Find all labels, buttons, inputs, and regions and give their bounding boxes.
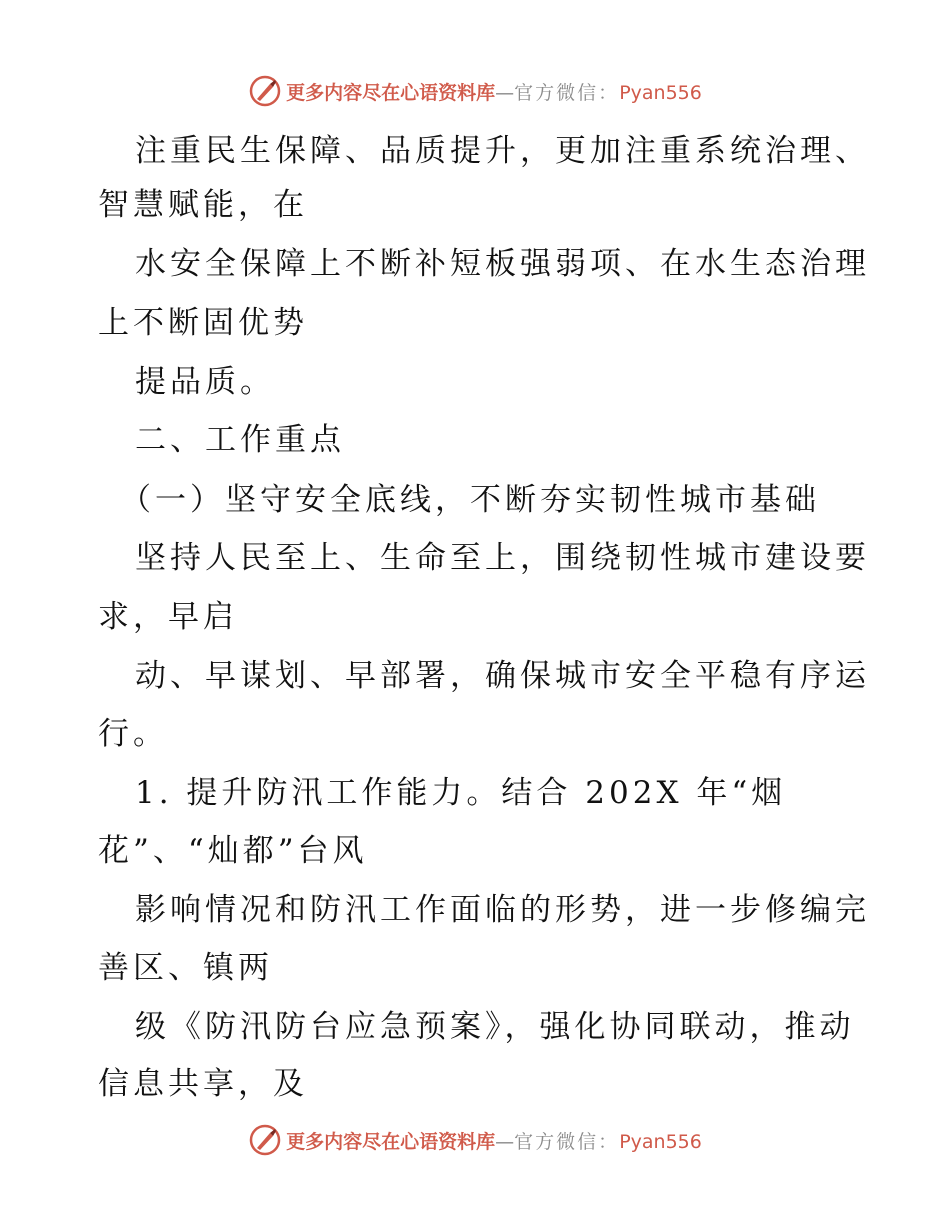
paragraph-line: 影响情况和防汛工作面临的形势，进一步修编完	[135, 892, 870, 928]
subsection-heading: （一）坚守安全底线，不断夯实韧性城市基础	[120, 482, 820, 518]
section-heading: 二、工作重点	[135, 422, 345, 458]
paragraph-line: 1. 提升防汛工作能力。结合 202X 年“烟	[135, 775, 787, 811]
watermark-dash: —	[495, 81, 515, 104]
paragraph-line: 级《防汛防台应急预案》，强化协同联动，推动	[135, 1009, 855, 1045]
watermark-handle: Pyan556	[619, 81, 702, 104]
paragraph-line: 上不断固优势	[98, 305, 308, 341]
quill-seal-icon	[248, 1123, 282, 1157]
watermark-dash: —	[495, 1130, 515, 1153]
watermark-handle: Pyan556	[619, 1130, 702, 1153]
watermark-text	[286, 1127, 702, 1154]
paragraph-line: 善区、镇两	[98, 950, 273, 986]
watermark-wechat-label: 官方微信：	[514, 81, 620, 104]
paragraph-line: 行。	[98, 716, 168, 752]
paragraph-line: 水安全保障上不断补短板强弱项、在水生态治理	[135, 246, 870, 282]
paragraph-line: 信息共享，及	[98, 1066, 308, 1102]
paragraph-line: 求，早启	[98, 599, 238, 635]
paragraph-line: 提品质。	[135, 364, 275, 400]
watermark-site: 更多内容尽在心语资料库	[286, 1130, 496, 1153]
paragraph-line: 动、早谋划、早部署，确保城市安全平稳有序运	[135, 658, 870, 694]
paragraph-line: 注重民生保障、品质提升，更加注重系统治理、	[135, 133, 870, 169]
header-watermark	[0, 71, 950, 111]
quill-seal-icon	[248, 74, 282, 108]
watermark-site: 更多内容尽在心语资料库	[286, 81, 496, 104]
footer-watermark	[0, 1120, 950, 1160]
watermark-wechat-label: 官方微信：	[514, 1130, 620, 1153]
paragraph-line: 花”、“灿都”台风	[98, 833, 368, 869]
watermark-text	[286, 78, 702, 105]
paragraph-line: 坚持人民至上、生命至上，围绕韧性城市建设要	[135, 540, 870, 576]
paragraph-line: 智慧赋能，在	[98, 187, 308, 223]
